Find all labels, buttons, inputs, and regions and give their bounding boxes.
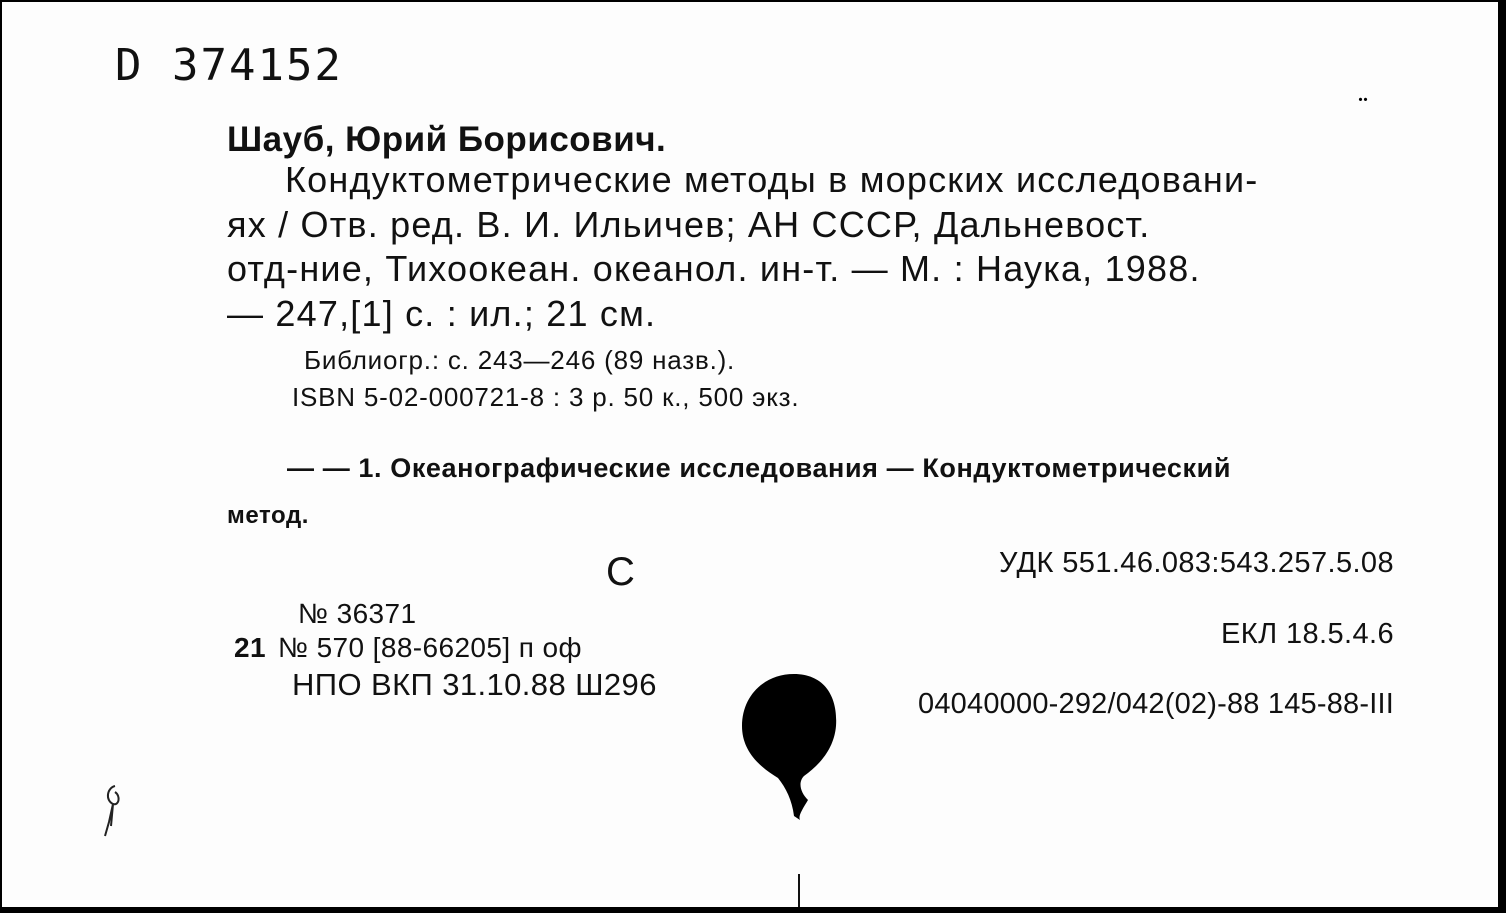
title-line: отд-ние, Тихоокеан. океанол. ин-т. — М. : Наука, 1988. [227,248,1201,289]
accession-number: № 36371 [298,598,417,629]
subject-line: — — 1. Океанографические исследования — Кондуктометрический [287,453,1232,483]
subject-line: метод. [227,502,310,529]
order-prefix: 21 [234,632,266,663]
printer-line: НПО ВКП 31.10.88 Ш296 [292,667,657,702]
shelfmark: D 374152 [115,40,343,91]
order-line [234,632,582,664]
isbn-line: ISBN 5-02-000721-8 : 3 р. 50 к., 500 экз. [292,382,800,412]
title-line: ях / Отв. ред. В. И. Ильичев; АН СССР, Дальневост. [227,203,1151,245]
pencil-mark-icon [97,782,127,840]
title-line: Кондуктометрические методы в морских исследовани- [285,159,1259,200]
class-mark: С [606,550,635,594]
order-text: № 570 [88-66205] п оф [277,632,582,663]
catalog-card [2,2,1501,907]
author-heading: Шауб, Юрий Борисович. [227,120,667,159]
ekl-code: ЕКЛ 18.5.4.6 [1221,618,1394,650]
bibliography-note: Библиогр.: с. 243—246 (89 назв.). [304,345,736,375]
edge-mark [798,874,800,907]
udk-code: УДК 551.46.083:543.257.5.08 [998,547,1394,579]
title-line: — 247,[1] с. : ил.; 21 см. [227,292,657,334]
title-description [227,158,1399,336]
subject-tracing [227,444,1403,540]
corner-mark: .. [1358,84,1368,106]
publisher-code: 04040000-292/042(02)-88 145-88-III [918,688,1394,720]
ink-blot-mark [738,670,850,820]
